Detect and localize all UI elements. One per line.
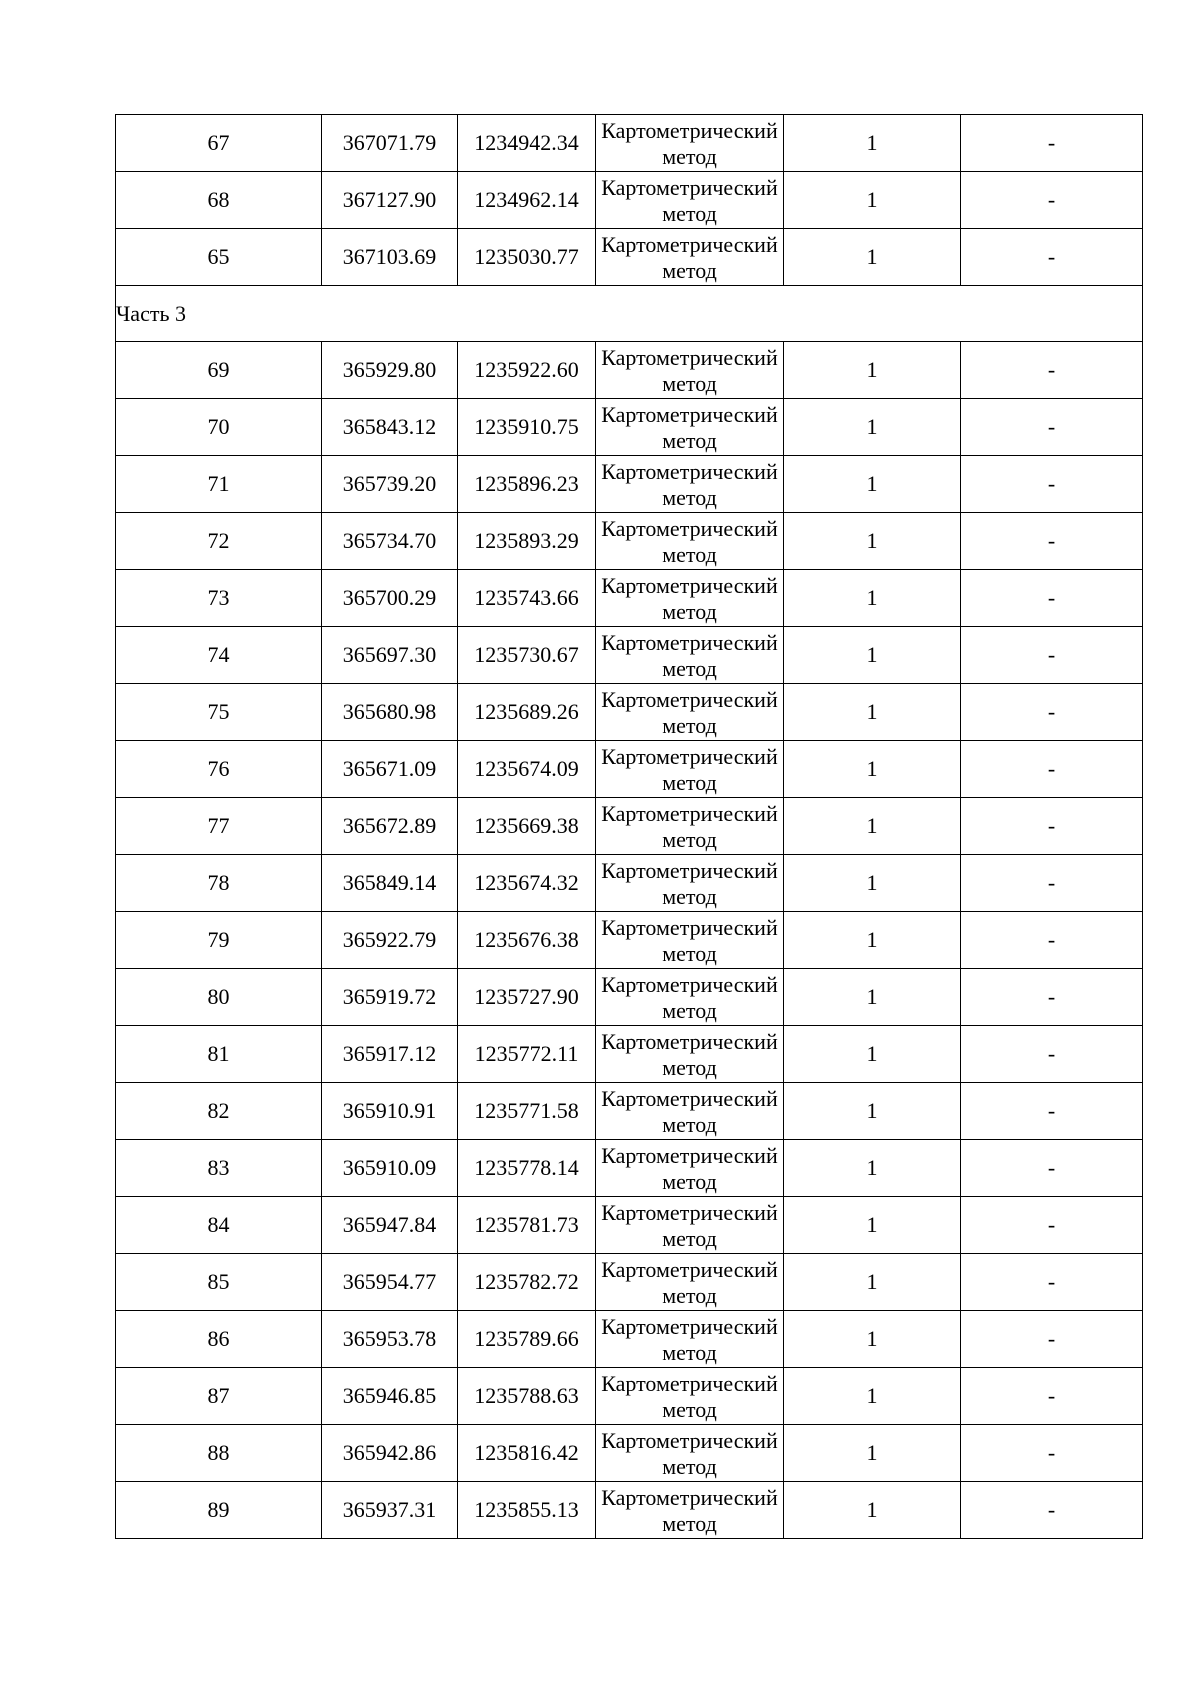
table-row <box>116 229 1143 286</box>
x-coordinate-cell: 365917.12 <box>322 1026 458 1083</box>
method-cell: Картометрический метод <box>596 513 784 570</box>
method-cell: Картометрический метод <box>596 798 784 855</box>
y-coordinate-cell: 1235816.42 <box>458 1425 596 1482</box>
x-coordinate-cell: 365922.79 <box>322 912 458 969</box>
y-coordinate-cell: 1234942.34 <box>458 115 596 172</box>
x-coordinate-cell: 365946.85 <box>322 1368 458 1425</box>
method-cell: Картометрический метод <box>596 1482 784 1539</box>
y-coordinate-cell: 1235771.58 <box>458 1083 596 1140</box>
y-coordinate-cell: 1235743.66 <box>458 570 596 627</box>
note-cell: - <box>961 570 1143 627</box>
note-cell: - <box>961 456 1143 513</box>
point-number-cell: 68 <box>116 172 322 229</box>
y-coordinate-cell: 1235788.63 <box>458 1368 596 1425</box>
point-number-cell: 89 <box>116 1482 322 1539</box>
x-coordinate-cell: 365937.31 <box>322 1482 458 1539</box>
point-number-cell: 85 <box>116 1254 322 1311</box>
accuracy-cell: 1 <box>784 342 961 399</box>
x-coordinate-cell: 367103.69 <box>322 229 458 286</box>
x-coordinate-cell: 365671.09 <box>322 741 458 798</box>
section-label: Часть 3 <box>116 286 1143 342</box>
accuracy-cell: 1 <box>784 1368 961 1425</box>
method-cell: Картометрический метод <box>596 229 784 286</box>
accuracy-cell: 1 <box>784 570 961 627</box>
table-row <box>116 912 1143 969</box>
y-coordinate-cell: 1235910.75 <box>458 399 596 456</box>
point-number-cell: 71 <box>116 456 322 513</box>
accuracy-cell: 1 <box>784 513 961 570</box>
accuracy-cell: 1 <box>784 1254 961 1311</box>
method-cell: Картометрический метод <box>596 1083 784 1140</box>
point-number-cell: 80 <box>116 969 322 1026</box>
table-row <box>116 1425 1143 1482</box>
y-coordinate-cell: 1235689.26 <box>458 684 596 741</box>
y-coordinate-cell: 1235727.90 <box>458 969 596 1026</box>
accuracy-cell: 1 <box>784 741 961 798</box>
note-cell: - <box>961 627 1143 684</box>
note-cell: - <box>961 342 1143 399</box>
method-cell: Картометрический метод <box>596 627 784 684</box>
x-coordinate-cell: 365843.12 <box>322 399 458 456</box>
y-coordinate-cell: 1235030.77 <box>458 229 596 286</box>
point-number-cell: 67 <box>116 115 322 172</box>
table-row <box>116 627 1143 684</box>
table-row <box>116 1026 1143 1083</box>
table-row <box>116 798 1143 855</box>
accuracy-cell: 1 <box>784 1425 961 1482</box>
x-coordinate-cell: 365953.78 <box>322 1311 458 1368</box>
y-coordinate-cell: 1235730.67 <box>458 627 596 684</box>
method-cell: Картометрический метод <box>596 684 784 741</box>
table-row <box>116 1254 1143 1311</box>
table-row <box>116 855 1143 912</box>
point-number-cell: 76 <box>116 741 322 798</box>
y-coordinate-cell: 1234962.14 <box>458 172 596 229</box>
x-coordinate-cell: 365697.30 <box>322 627 458 684</box>
x-coordinate-cell: 365680.98 <box>322 684 458 741</box>
coordinates-table <box>115 114 1143 1539</box>
table-row <box>116 1368 1143 1425</box>
table-row <box>116 172 1143 229</box>
note-cell: - <box>961 399 1143 456</box>
note-cell: - <box>961 172 1143 229</box>
note-cell: - <box>961 1197 1143 1254</box>
method-cell: Картометрический метод <box>596 1254 784 1311</box>
accuracy-cell: 1 <box>784 1140 961 1197</box>
x-coordinate-cell: 365929.80 <box>322 342 458 399</box>
x-coordinate-cell: 365942.86 <box>322 1425 458 1482</box>
accuracy-cell: 1 <box>784 229 961 286</box>
accuracy-cell: 1 <box>784 1482 961 1539</box>
note-cell: - <box>961 1482 1143 1539</box>
x-coordinate-cell: 365919.72 <box>322 969 458 1026</box>
y-coordinate-cell: 1235782.72 <box>458 1254 596 1311</box>
y-coordinate-cell: 1235772.11 <box>458 1026 596 1083</box>
point-number-cell: 69 <box>116 342 322 399</box>
point-number-cell: 88 <box>116 1425 322 1482</box>
point-number-cell: 87 <box>116 1368 322 1425</box>
note-cell: - <box>961 1083 1143 1140</box>
note-cell: - <box>961 855 1143 912</box>
table-row <box>116 969 1143 1026</box>
table-row <box>116 456 1143 513</box>
method-cell: Картометрический метод <box>596 855 784 912</box>
note-cell: - <box>961 1425 1143 1482</box>
x-coordinate-cell: 365734.70 <box>322 513 458 570</box>
y-coordinate-cell: 1235674.32 <box>458 855 596 912</box>
method-cell: Картометрический метод <box>596 456 784 513</box>
section-row <box>116 286 1143 342</box>
accuracy-cell: 1 <box>784 969 961 1026</box>
y-coordinate-cell: 1235922.60 <box>458 342 596 399</box>
y-coordinate-cell: 1235781.73 <box>458 1197 596 1254</box>
accuracy-cell: 1 <box>784 798 961 855</box>
note-cell: - <box>961 684 1143 741</box>
y-coordinate-cell: 1235674.09 <box>458 741 596 798</box>
table-row <box>116 513 1143 570</box>
x-coordinate-cell: 365849.14 <box>322 855 458 912</box>
accuracy-cell: 1 <box>784 627 961 684</box>
point-number-cell: 86 <box>116 1311 322 1368</box>
method-cell: Картометрический метод <box>596 342 784 399</box>
note-cell: - <box>961 513 1143 570</box>
point-number-cell: 75 <box>116 684 322 741</box>
table-row <box>116 1482 1143 1539</box>
x-coordinate-cell: 365947.84 <box>322 1197 458 1254</box>
y-coordinate-cell: 1235893.29 <box>458 513 596 570</box>
y-coordinate-cell: 1235789.66 <box>458 1311 596 1368</box>
y-coordinate-cell: 1235669.38 <box>458 798 596 855</box>
accuracy-cell: 1 <box>784 855 961 912</box>
table-row <box>116 570 1143 627</box>
coordinates-table-body <box>116 115 1143 1539</box>
x-coordinate-cell: 365910.91 <box>322 1083 458 1140</box>
accuracy-cell: 1 <box>784 456 961 513</box>
point-number-cell: 78 <box>116 855 322 912</box>
table-row <box>116 342 1143 399</box>
method-cell: Картометрический метод <box>596 570 784 627</box>
point-number-cell: 70 <box>116 399 322 456</box>
method-cell: Картометрический метод <box>596 741 784 798</box>
accuracy-cell: 1 <box>784 1026 961 1083</box>
accuracy-cell: 1 <box>784 172 961 229</box>
accuracy-cell: 1 <box>784 684 961 741</box>
x-coordinate-cell: 367127.90 <box>322 172 458 229</box>
method-cell: Картометрический метод <box>596 399 784 456</box>
table-row <box>116 1083 1143 1140</box>
table-row <box>116 1197 1143 1254</box>
note-cell: - <box>961 798 1143 855</box>
y-coordinate-cell: 1235778.14 <box>458 1140 596 1197</box>
x-coordinate-cell: 365910.09 <box>322 1140 458 1197</box>
point-number-cell: 81 <box>116 1026 322 1083</box>
note-cell: - <box>961 1254 1143 1311</box>
accuracy-cell: 1 <box>784 1311 961 1368</box>
y-coordinate-cell: 1235855.13 <box>458 1482 596 1539</box>
method-cell: Картометрический метод <box>596 912 784 969</box>
point-number-cell: 79 <box>116 912 322 969</box>
x-coordinate-cell: 365672.89 <box>322 798 458 855</box>
method-cell: Картометрический метод <box>596 1197 784 1254</box>
accuracy-cell: 1 <box>784 1197 961 1254</box>
note-cell: - <box>961 969 1143 1026</box>
point-number-cell: 73 <box>116 570 322 627</box>
accuracy-cell: 1 <box>784 912 961 969</box>
method-cell: Картометрический метод <box>596 1026 784 1083</box>
x-coordinate-cell: 365954.77 <box>322 1254 458 1311</box>
method-cell: Картометрический метод <box>596 969 784 1026</box>
note-cell: - <box>961 1026 1143 1083</box>
table-row <box>116 399 1143 456</box>
table-row <box>116 741 1143 798</box>
point-number-cell: 74 <box>116 627 322 684</box>
table-row <box>116 1311 1143 1368</box>
x-coordinate-cell: 365700.29 <box>322 570 458 627</box>
point-number-cell: 83 <box>116 1140 322 1197</box>
point-number-cell: 72 <box>116 513 322 570</box>
accuracy-cell: 1 <box>784 399 961 456</box>
note-cell: - <box>961 1311 1143 1368</box>
method-cell: Картометрический метод <box>596 172 784 229</box>
point-number-cell: 77 <box>116 798 322 855</box>
note-cell: - <box>961 1368 1143 1425</box>
table-row <box>116 115 1143 172</box>
note-cell: - <box>961 741 1143 798</box>
method-cell: Картометрический метод <box>596 1140 784 1197</box>
y-coordinate-cell: 1235676.38 <box>458 912 596 969</box>
accuracy-cell: 1 <box>784 1083 961 1140</box>
point-number-cell: 84 <box>116 1197 322 1254</box>
table-row <box>116 1140 1143 1197</box>
accuracy-cell: 1 <box>784 115 961 172</box>
table-row <box>116 684 1143 741</box>
note-cell: - <box>961 115 1143 172</box>
note-cell: - <box>961 229 1143 286</box>
point-number-cell: 82 <box>116 1083 322 1140</box>
method-cell: Картометрический метод <box>596 1368 784 1425</box>
method-cell: Картометрический метод <box>596 1425 784 1482</box>
note-cell: - <box>961 912 1143 969</box>
point-number-cell: 65 <box>116 229 322 286</box>
y-coordinate-cell: 1235896.23 <box>458 456 596 513</box>
x-coordinate-cell: 367071.79 <box>322 115 458 172</box>
note-cell: - <box>961 1140 1143 1197</box>
method-cell: Картометрический метод <box>596 115 784 172</box>
x-coordinate-cell: 365739.20 <box>322 456 458 513</box>
method-cell: Картометрический метод <box>596 1311 784 1368</box>
